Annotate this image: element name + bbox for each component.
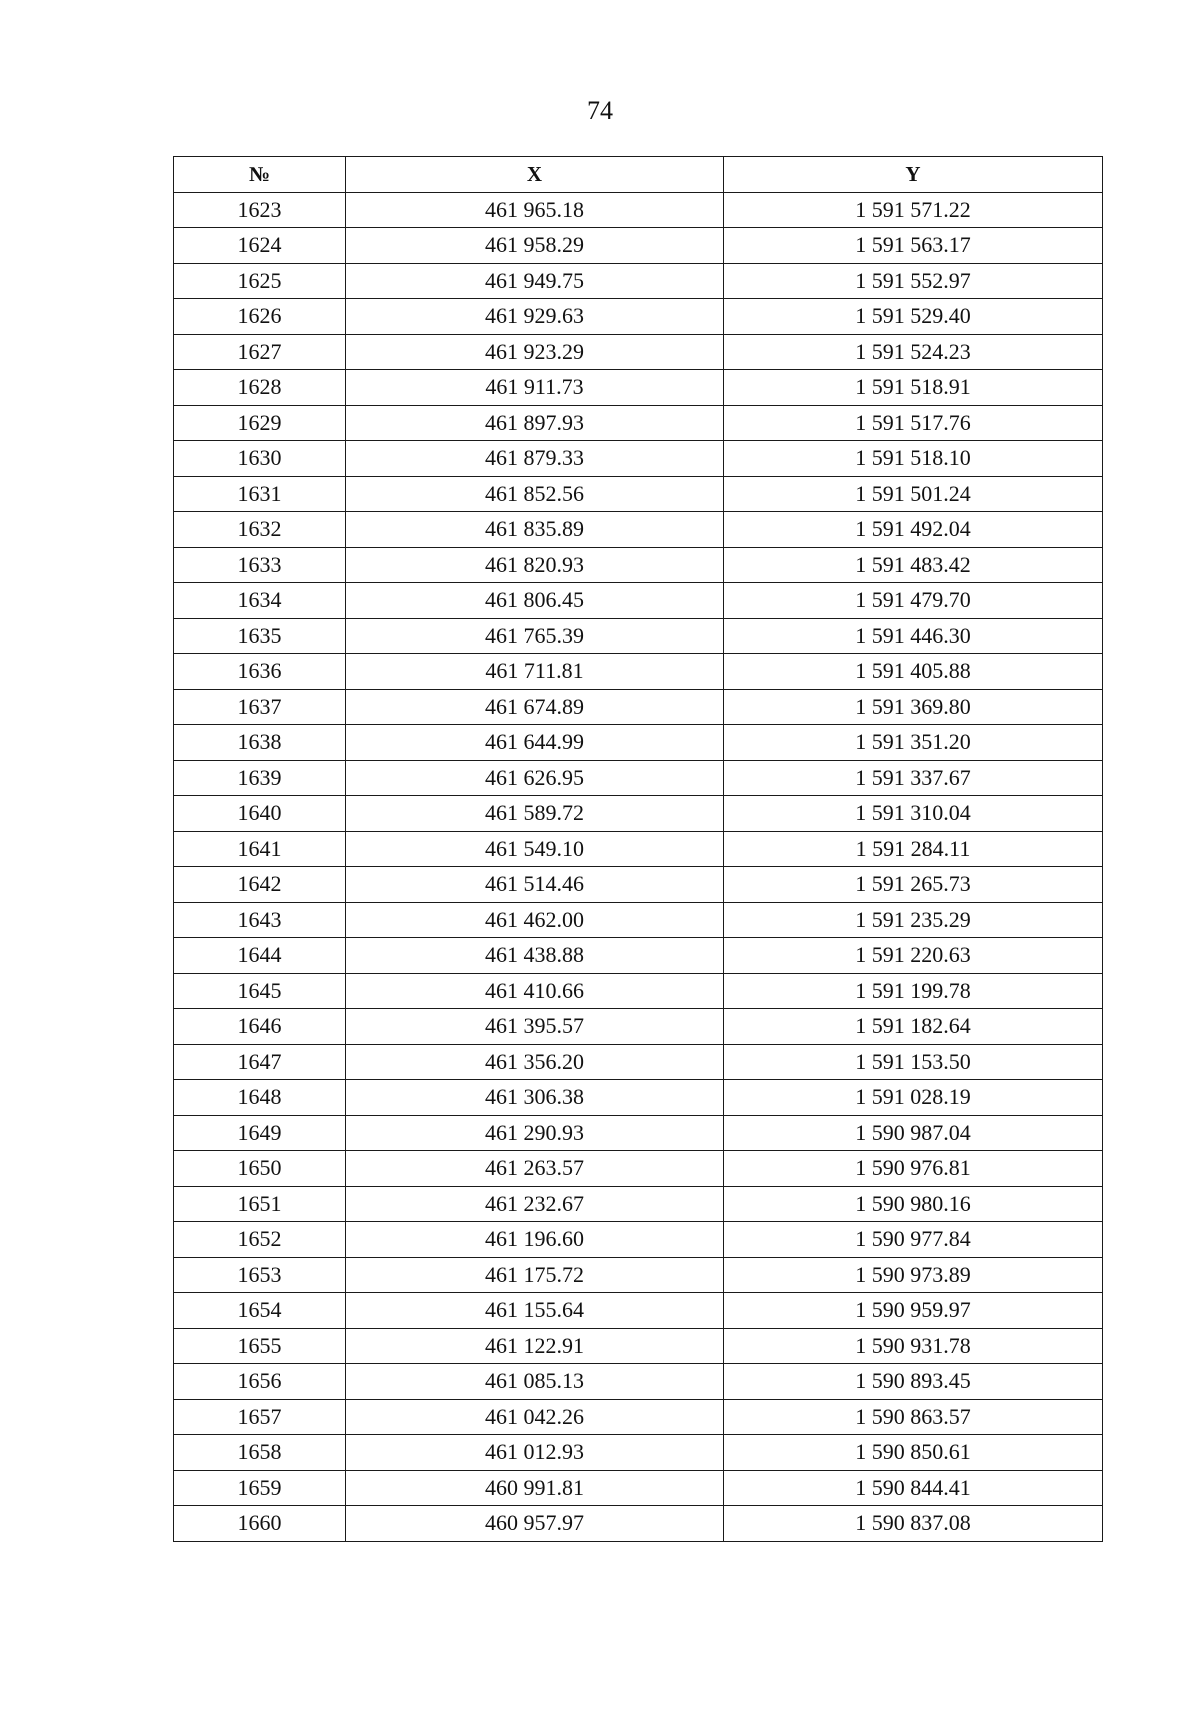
table-row [174,973,1103,1009]
cell-x: 461 589.72 [346,796,724,832]
cell-y: 1 591 284.11 [724,831,1103,867]
cell-number: 1654 [174,1293,346,1329]
cell-number: 1636 [174,654,346,690]
cell-y: 1 590 863.57 [724,1399,1103,1435]
table-row [174,228,1103,264]
table-row [174,583,1103,619]
cell-y: 1 591 483.42 [724,547,1103,583]
table-row [174,1328,1103,1364]
table-row [174,1435,1103,1471]
page-number: 74 [587,96,613,125]
table-row [174,654,1103,690]
cell-number: 1641 [174,831,346,867]
table-row [174,1470,1103,1506]
cell-y: 1 591 199.78 [724,973,1103,1009]
table-row [174,370,1103,406]
table-row [174,867,1103,903]
cell-x: 461 897.93 [346,405,724,441]
cell-number: 1647 [174,1044,346,1080]
cell-y: 1 590 850.61 [724,1435,1103,1471]
table-row [174,1222,1103,1258]
cell-y: 1 590 977.84 [724,1222,1103,1258]
cell-number: 1650 [174,1151,346,1187]
cell-y: 1 591 337.67 [724,760,1103,796]
cell-number: 1655 [174,1328,346,1364]
table-row [174,1009,1103,1045]
cell-number: 1634 [174,583,346,619]
cell-x: 461 438.88 [346,938,724,974]
cell-y: 1 590 837.08 [724,1506,1103,1542]
cell-x: 461 711.81 [346,654,724,690]
cell-number: 1629 [174,405,346,441]
cell-x: 461 929.63 [346,299,724,335]
cell-y: 1 591 405.88 [724,654,1103,690]
cell-number: 1639 [174,760,346,796]
cell-number: 1657 [174,1399,346,1435]
table-header-row [174,157,1103,193]
cell-x: 461 042.26 [346,1399,724,1435]
cell-x: 461 012.93 [346,1435,724,1471]
cell-x: 461 852.56 [346,476,724,512]
cell-x: 461 765.39 [346,618,724,654]
cell-x: 461 879.33 [346,441,724,477]
cell-y: 1 591 351.20 [724,725,1103,761]
table-row [174,1151,1103,1187]
cell-number: 1624 [174,228,346,264]
cell-x: 461 395.57 [346,1009,724,1045]
cell-x: 461 965.18 [346,192,724,228]
table-row [174,441,1103,477]
cell-x: 461 674.89 [346,689,724,725]
cell-x: 461 290.93 [346,1115,724,1151]
cell-number: 1625 [174,263,346,299]
cell-x: 460 957.97 [346,1506,724,1542]
cell-x: 461 306.38 [346,1080,724,1116]
cell-x: 461 549.10 [346,831,724,867]
cell-number: 1656 [174,1364,346,1400]
cell-x: 461 196.60 [346,1222,724,1258]
cell-x: 461 923.29 [346,334,724,370]
cell-number: 1649 [174,1115,346,1151]
table-body [174,192,1103,1541]
cell-x: 461 356.20 [346,1044,724,1080]
table-row [174,689,1103,725]
cell-y: 1 591 028.19 [724,1080,1103,1116]
cell-number: 1652 [174,1222,346,1258]
cell-y: 1 591 552.97 [724,263,1103,299]
cell-number: 1637 [174,689,346,725]
cell-y: 1 590 976.81 [724,1151,1103,1187]
cell-number: 1638 [174,725,346,761]
cell-x: 461 155.64 [346,1293,724,1329]
cell-y: 1 590 893.45 [724,1364,1103,1400]
cell-y: 1 591 518.91 [724,370,1103,406]
column-header-y: Y [724,157,1103,193]
cell-x: 460 991.81 [346,1470,724,1506]
cell-x: 461 410.66 [346,973,724,1009]
column-header-number: № [174,157,346,193]
table-row [174,1364,1103,1400]
table-row [174,725,1103,761]
table-row [174,938,1103,974]
cell-x: 461 263.57 [346,1151,724,1187]
table-row [174,1115,1103,1151]
cell-x: 461 958.29 [346,228,724,264]
cell-y: 1 590 959.97 [724,1293,1103,1329]
cell-y: 1 591 446.30 [724,618,1103,654]
cell-x: 461 644.99 [346,725,724,761]
cell-x: 461 514.46 [346,867,724,903]
table-row [174,1399,1103,1435]
cell-y: 1 591 182.64 [724,1009,1103,1045]
cell-number: 1648 [174,1080,346,1116]
cell-number: 1646 [174,1009,346,1045]
cell-number: 1630 [174,441,346,477]
cell-x: 461 462.00 [346,902,724,938]
cell-y: 1 591 369.80 [724,689,1103,725]
cell-x: 461 911.73 [346,370,724,406]
table-row [174,334,1103,370]
cell-x: 461 806.45 [346,583,724,619]
cell-x: 461 122.91 [346,1328,724,1364]
table-row [174,547,1103,583]
cell-number: 1645 [174,973,346,1009]
column-header-x: X [346,157,724,193]
cell-x: 461 949.75 [346,263,724,299]
cell-y: 1 591 518.10 [724,441,1103,477]
cell-y: 1 590 844.41 [724,1470,1103,1506]
cell-y: 1 591 220.63 [724,938,1103,974]
cell-number: 1635 [174,618,346,654]
cell-y: 1 591 563.17 [724,228,1103,264]
cell-number: 1659 [174,1470,346,1506]
cell-number: 1640 [174,796,346,832]
cell-number: 1623 [174,192,346,228]
cell-number: 1633 [174,547,346,583]
table-row [174,405,1103,441]
table-row [174,618,1103,654]
table-row [174,299,1103,335]
cell-number: 1626 [174,299,346,335]
table-row [174,192,1103,228]
cell-number: 1628 [174,370,346,406]
cell-x: 461 820.93 [346,547,724,583]
cell-x: 461 175.72 [346,1257,724,1293]
cell-x: 461 626.95 [346,760,724,796]
table-row [174,760,1103,796]
table-row [174,1293,1103,1329]
cell-y: 1 591 529.40 [724,299,1103,335]
cell-y: 1 591 479.70 [724,583,1103,619]
table-row [174,512,1103,548]
cell-y: 1 591 517.76 [724,405,1103,441]
cell-number: 1651 [174,1186,346,1222]
cell-number: 1658 [174,1435,346,1471]
cell-y: 1 590 987.04 [724,1115,1103,1151]
cell-number: 1643 [174,902,346,938]
cell-y: 1 590 980.16 [724,1186,1103,1222]
cell-number: 1627 [174,334,346,370]
cell-y: 1 591 571.22 [724,192,1103,228]
table-row [174,1186,1103,1222]
table-row [174,263,1103,299]
cell-y: 1 591 265.73 [724,867,1103,903]
cell-y: 1 591 310.04 [724,796,1103,832]
table-row [174,1044,1103,1080]
cell-y: 1 590 973.89 [724,1257,1103,1293]
cell-y: 1 590 931.78 [724,1328,1103,1364]
coordinates-table [173,156,1103,1542]
table-row [174,1257,1103,1293]
cell-number: 1632 [174,512,346,548]
cell-y: 1 591 524.23 [724,334,1103,370]
cell-number: 1631 [174,476,346,512]
table-row [174,796,1103,832]
cell-x: 461 835.89 [346,512,724,548]
cell-number: 1660 [174,1506,346,1542]
cell-number: 1644 [174,938,346,974]
cell-number: 1642 [174,867,346,903]
table-row [174,831,1103,867]
table-row [174,476,1103,512]
table-row [174,1080,1103,1116]
table-row [174,902,1103,938]
table-row [174,1506,1103,1542]
cell-y: 1 591 153.50 [724,1044,1103,1080]
cell-y: 1 591 492.04 [724,512,1103,548]
cell-y: 1 591 235.29 [724,902,1103,938]
cell-x: 461 085.13 [346,1364,724,1400]
cell-x: 461 232.67 [346,1186,724,1222]
cell-number: 1653 [174,1257,346,1293]
cell-y: 1 591 501.24 [724,476,1103,512]
